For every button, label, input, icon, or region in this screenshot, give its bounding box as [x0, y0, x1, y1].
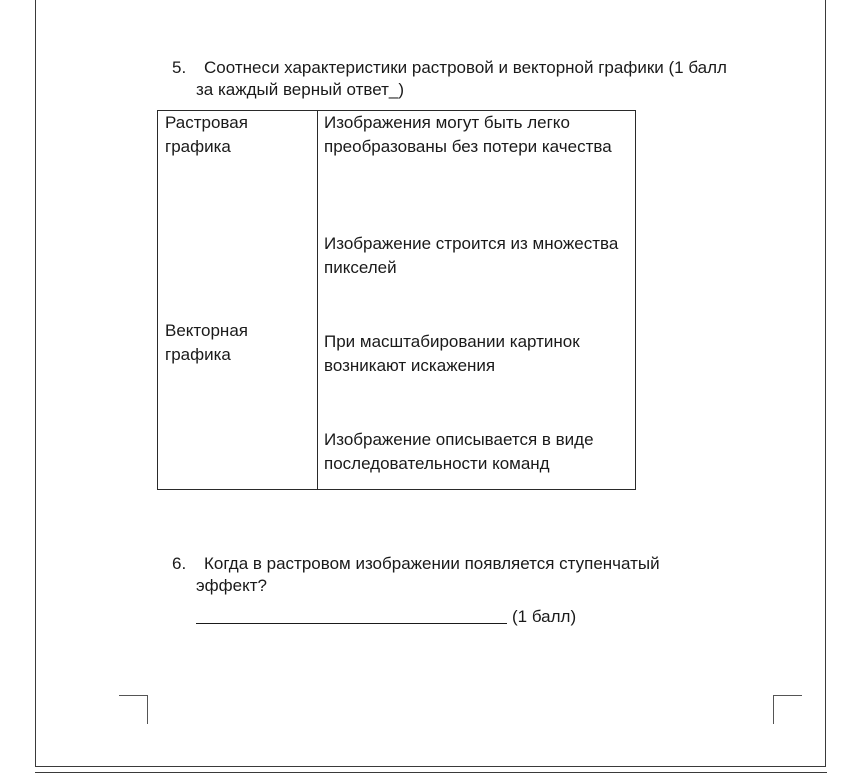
table-right-item-4: Изображение описывается в виде последовательности команд [324, 430, 594, 473]
matching-table [157, 110, 636, 490]
page-bottom-edge [35, 772, 827, 773]
margin-corner-mark-right [773, 695, 802, 724]
answer-blank-line[interactable] [196, 623, 507, 624]
table-right-item-3: При масштабировании картинок возникают искажения [324, 332, 580, 375]
question-6-number: 6. [172, 554, 187, 573]
table-column-divider [317, 111, 318, 489]
question-5-text-line1: Соотнеси характеристики растровой и векторной графики (1 балл [204, 58, 727, 77]
table-left-item-vector: Векторная графика [165, 321, 248, 364]
question-5-text-line2: за каждый верный ответ_) [196, 80, 405, 99]
question-5-number: 5. [172, 58, 187, 77]
question-6-text-line1: Когда в растровом изображении появляется ступенчатый [204, 554, 660, 573]
margin-corner-mark-left [119, 695, 148, 724]
question-6-text-line2: эффект? [196, 576, 267, 595]
table-left-item-raster: Растровая графика [165, 113, 248, 156]
table-right-item-1: Изображения могут быть легко преобразованы без потери качества [324, 113, 612, 156]
question-6-points: (1 балл) [512, 607, 577, 626]
table-right-item-2: Изображение строится из множества пикселей [324, 234, 619, 277]
